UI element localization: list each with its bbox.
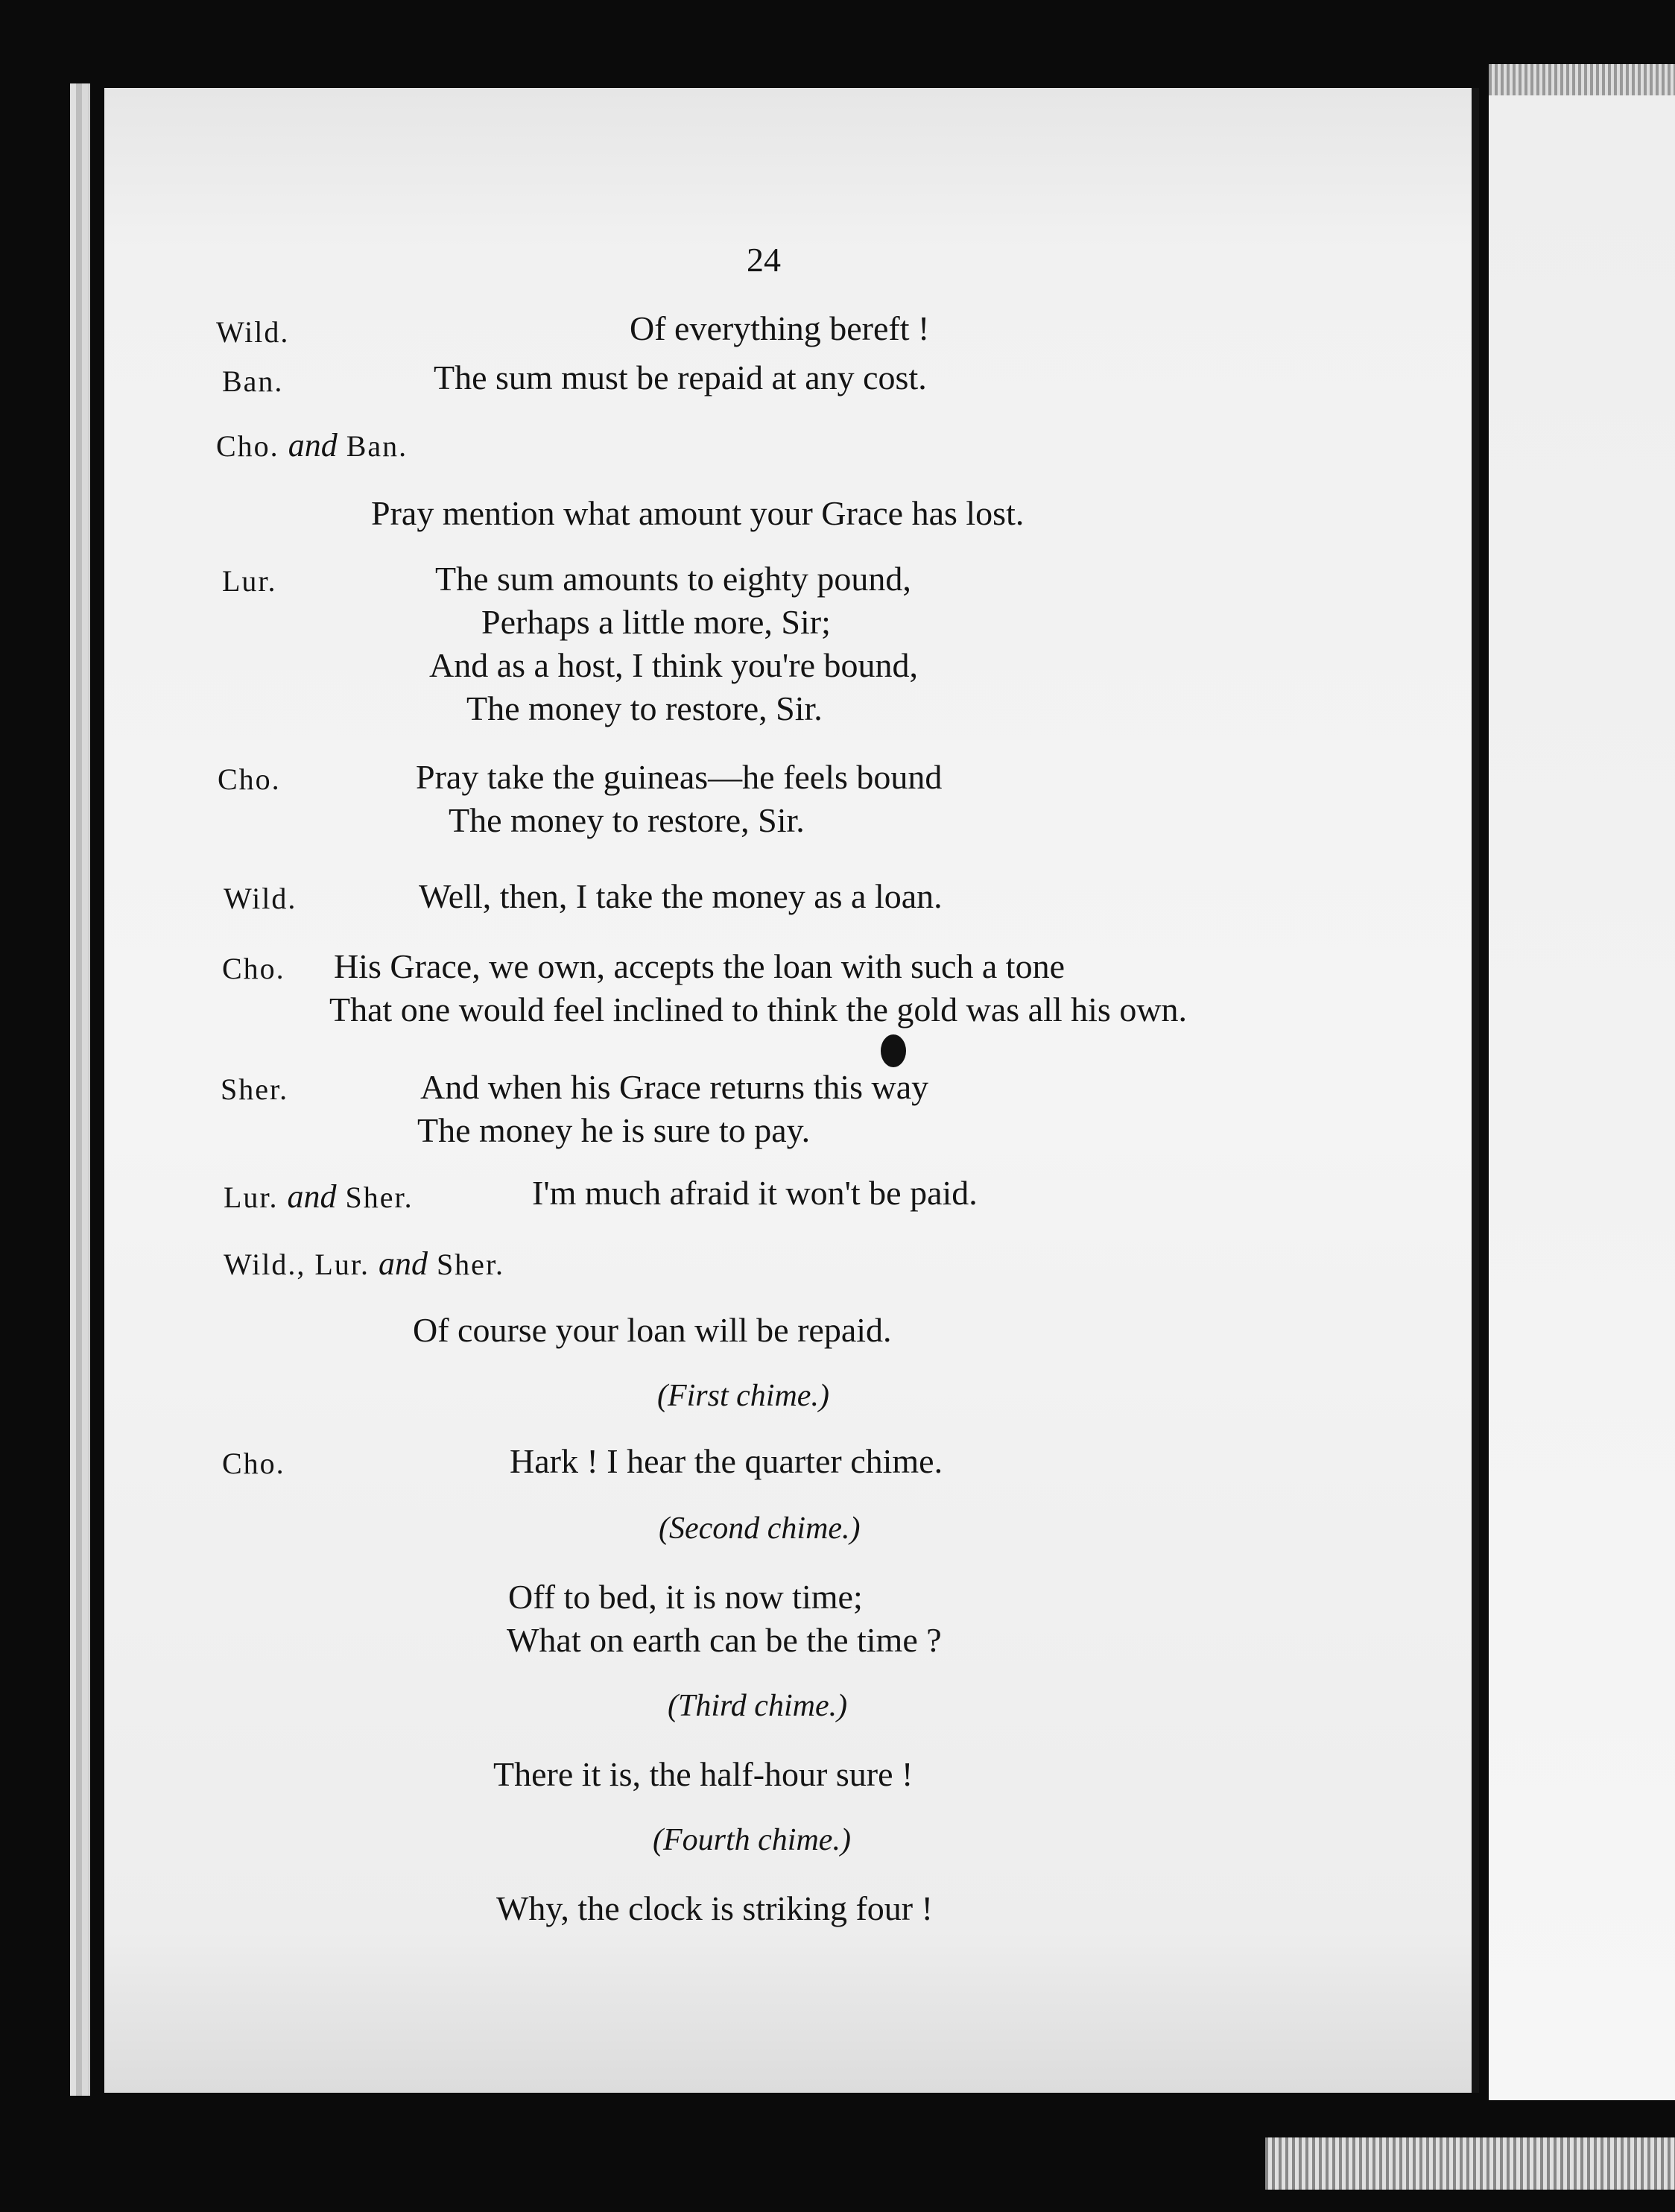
verse-line: Why, the clock is striking four ! — [496, 1889, 933, 1927]
and-connector: and — [288, 427, 338, 464]
speaker-name: Sher. — [345, 1181, 414, 1214]
stage-direction: (First chime.) — [657, 1379, 829, 1413]
book-page — [104, 88, 1479, 2093]
speaker-label: Wild. — [224, 882, 297, 915]
verse-line: Pray mention what amount your Grace has lost. — [371, 494, 1025, 532]
speaker-label: Cho. — [222, 952, 285, 985]
speaker-label-group — [224, 1178, 414, 1215]
verse-line: Well, then, I take the money as a loan. — [419, 877, 943, 915]
verse-line: The sum must be repaid at any cost. — [434, 358, 927, 396]
speaker-label: Wild. — [216, 315, 290, 349]
facing-page — [1489, 95, 1675, 2100]
speaker-name: Ban. — [346, 429, 408, 463]
speaker-label-group — [216, 429, 408, 462]
verse-line: I'm much afraid it won't be paid. — [532, 1174, 978, 1212]
speaker-name: Lur. — [224, 1181, 279, 1214]
verse-line: Pray take the guineas—he feels bound — [416, 758, 943, 796]
verse-line: What on earth can be the time ? — [507, 1621, 942, 1659]
stage-direction: (Second chime.) — [659, 1511, 861, 1546]
speaker-name: Lur. — [314, 1248, 370, 1281]
verse-line: The money to restore, Sir. — [449, 801, 805, 839]
speaker-label-group — [224, 1245, 505, 1282]
stage-direction: (Fourth chime.) — [653, 1823, 851, 1857]
verse-line: His Grace, we own, accepts the loan with such a tone — [334, 947, 1066, 985]
verse-line: And as a host, I think you're bound, — [429, 646, 919, 684]
speaker-label: Cho. — [218, 762, 281, 796]
verse-line: Off to bed, it is now time; — [508, 1578, 863, 1616]
page-number: 24 — [747, 241, 781, 279]
verse-line: The money he is sure to pay. — [417, 1111, 811, 1149]
speaker-name: Wild., — [224, 1248, 306, 1281]
speaker-label: Sher. — [221, 1072, 289, 1106]
verse-line: Hark ! I hear the quarter chime. — [510, 1442, 943, 1480]
speaker-name: Cho. — [216, 429, 279, 463]
and-connector: and — [378, 1245, 428, 1282]
and-connector: and — [287, 1178, 337, 1215]
verse-line: Perhaps a little more, Sir; — [481, 603, 831, 641]
verse-line: Of everything bereft ! — [630, 309, 930, 347]
verse-line: The sum amounts to eighty pound, — [435, 560, 911, 598]
verse-line: The money to restore, Sir. — [466, 689, 823, 727]
stage-direction: (Third chime.) — [668, 1689, 848, 1723]
speaker-label: Cho. — [222, 1447, 285, 1480]
speaker-name: Sher. — [436, 1248, 505, 1281]
verse-line: There it is, the half-hour sure ! — [493, 1755, 914, 1793]
facing-page-top-edge — [1489, 64, 1675, 95]
speaker-label: Ban. — [222, 364, 284, 398]
facing-page-bottom-edge — [1265, 2137, 1675, 2190]
verse-line: Of course your loan will be repaid. — [413, 1311, 892, 1349]
speaker-label: Lur. — [222, 564, 277, 598]
verse-line: And when his Grace returns this way — [420, 1068, 929, 1106]
verse-line: That one would feel inclined to think the gold was all his own. — [329, 990, 1188, 1028]
ink-blot — [881, 1034, 906, 1067]
